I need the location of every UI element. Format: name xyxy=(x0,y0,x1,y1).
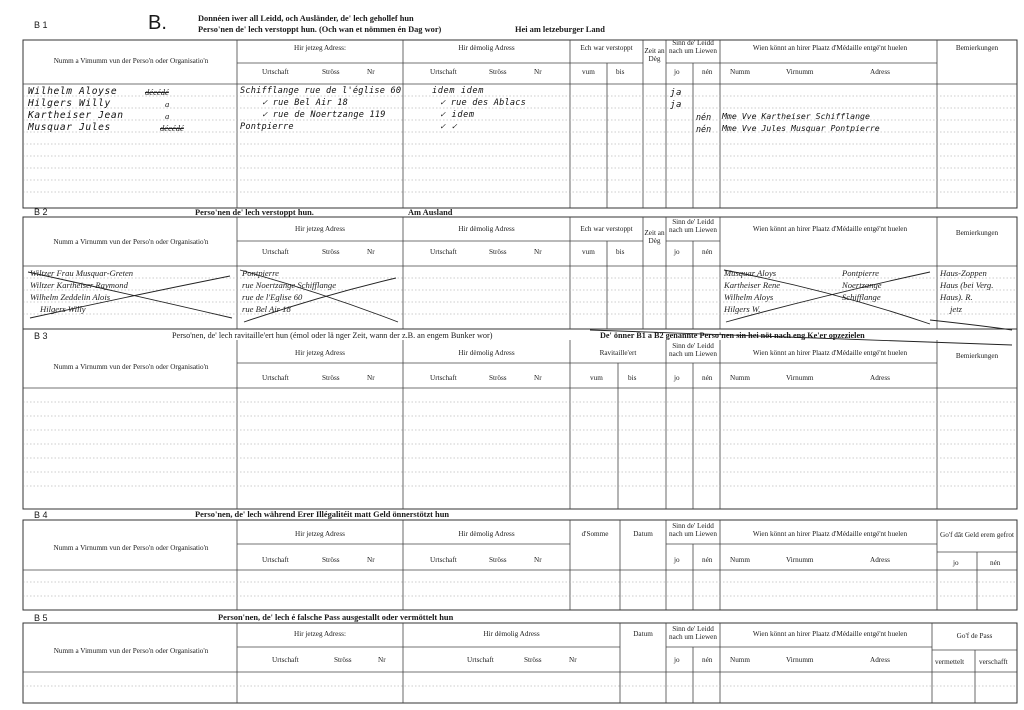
b1-row3-medal: Mme Vve Kartheiser Schifflange xyxy=(722,111,870,121)
section-b5-label: B 5 xyxy=(34,613,48,623)
b2-col-medal: Wien könnt an hirer Plaatz d'Médaille entgé'nt huelen xyxy=(752,225,908,233)
b3-col-former: Hir dèmolig Adress xyxy=(458,349,515,357)
b4-col-date: Datum xyxy=(633,530,653,538)
b2-sub-nen: nén xyxy=(702,248,713,256)
b5-sub-nr: Nr xyxy=(378,656,386,664)
b2-hw-remark-3: Haus). R. xyxy=(940,292,973,302)
b3-col-medal: Wien könnt an hirer Plaatz d'Médaille entgé'nt huelen xyxy=(752,349,908,357)
b2-hw-address-3: rue de l'Eglise 60 xyxy=(242,292,303,302)
b5-sub-adress: Adress xyxy=(870,656,890,664)
section-b2-label: B 2 xyxy=(34,207,48,217)
b4-sub-nr-2: Nr xyxy=(534,556,542,564)
b1-sub-numm: Numm xyxy=(730,68,750,76)
title-line-1: Donnéen iwer all Leidd, och Ausländer, de' lech gehollef hun xyxy=(198,14,414,23)
b3-sub-adress: Adress xyxy=(870,374,890,382)
b1-mark-a-2: a xyxy=(165,111,170,121)
b1-row2-alive: ja xyxy=(670,100,683,110)
b1-row2-current: ✓ rue Bel Air 18 xyxy=(262,98,348,108)
b1-sub-stross-2: Ströss xyxy=(489,68,507,76)
b1-mark-crossed-2: décédé xyxy=(160,123,184,133)
b2-col-former: Hir dèmolig Adress xyxy=(458,225,515,233)
b2-hw-medal-4: Hilgers W. xyxy=(724,304,761,314)
b1-row1-alive: ja xyxy=(670,88,683,98)
section-b3-label: B 3 xyxy=(34,331,48,341)
b4-col-money: Go'f dât Geld erem gefrot xyxy=(940,531,1014,539)
b2-hw-medal-1: Musquar Aloys xyxy=(724,268,777,278)
b4-sub-nen-money: nén xyxy=(990,559,1001,567)
b5-title: Person'nen, de' lech é falsche Pass ausgestallt oder vermöttelt hun xyxy=(218,613,454,622)
b5-col-pass: Go'f de Pass xyxy=(956,632,993,640)
b4-col-sum: d'Somme xyxy=(581,530,609,538)
b1-sub-vimumm: Virnumm xyxy=(786,68,814,76)
b1-sub-bis: bis xyxy=(616,68,625,76)
b2-col-remarks: Bemierkungen xyxy=(955,229,999,237)
b5-sub-urtschaft: Urtschaft xyxy=(272,656,299,664)
b1-sub-urtschaft-2: Urtschaft xyxy=(430,68,457,76)
b4-sub-nr: Nr xyxy=(367,556,375,564)
b2-col-name: Numm a Virnumm vun der Perso'n oder Organisatio'n xyxy=(53,238,209,246)
b2-sub-urtschaft: Urtschaft xyxy=(262,248,289,256)
b5-sub-stross: Ströss xyxy=(334,656,352,664)
b2-hw-address-2: rue Noertzange Schifflange xyxy=(242,280,337,290)
b4-col-current: Hir jetzeg Adress xyxy=(295,530,345,538)
b1-row1-current: Schifflange rue de l'église 60 xyxy=(240,86,402,96)
title-line-2: Perso'nen de' lech verstoppt hun. (Och wan et nömmen én Dag wor) xyxy=(198,25,442,34)
b2-sub-stross: Ströss xyxy=(322,248,340,256)
b2-sub-bis: bis xyxy=(616,248,625,256)
b1-mark-crossed-1: décédé xyxy=(145,87,169,97)
b2-hw-name-1: Wiltzer Frau Musquar-Greten xyxy=(30,268,134,278)
b3-sub-bis: bis xyxy=(628,374,637,382)
b5-sub-nen: nén xyxy=(702,656,713,664)
b5-sub-urtschaft-2: Urtschaft xyxy=(467,656,494,664)
section-b4-label: B 4 xyxy=(34,510,48,520)
b3-title: Perso'nen, de' lech ravitaille'ert hun (émol oder lä nger Zeit, wann der z.B. an engem Bunker wor) xyxy=(172,331,493,340)
b5-sub-verschafft: verschafft xyxy=(979,658,1008,666)
b5-col-current: Hir jetzeg Adress: xyxy=(294,630,346,638)
b5-col-alive: Sinn de' Leidd nach um Liewen xyxy=(669,625,717,642)
b2-col-time: Zeit an Dèg xyxy=(644,229,665,246)
b1-row2-former: ✓ rue des Ablacs xyxy=(440,98,526,108)
b2-hw-place-1: Pontpierre xyxy=(842,268,879,278)
b1-mark-a-1: a xyxy=(165,99,170,109)
b2-sub-vum: vum xyxy=(582,248,595,256)
b5-sub-vermettelt: vermettelt xyxy=(935,658,965,666)
b1-row4-name: Musquar Jules xyxy=(28,122,111,133)
b3-sub-nr-2: Nr xyxy=(534,374,542,382)
b1-col-hidden: Ech war verstoppt xyxy=(580,44,633,52)
b2-hw-medal-3: Wilhelm Aloys xyxy=(724,292,774,302)
b3-title-note: De' önner B1 a B2 genannte Perso'nen sin hei nöt nach eng Ke'er opzezielen xyxy=(600,331,865,340)
b2-hw-name-3: Wilhelm Zeddelin Alois xyxy=(30,292,111,302)
b1-row2-name: Hilgers Willy xyxy=(28,98,111,109)
b4-col-name: Numm a Virnumm vun der Perso'n oder Organisatio'n xyxy=(53,544,209,552)
b3-sub-numm: Numm xyxy=(730,374,750,382)
b5-col-name: Numm a Vimumm vun der Perso'n oder Organisatio'n xyxy=(53,647,209,655)
b5-sub-numm: Numm xyxy=(730,656,750,664)
b1-row4-medal: Mme Vve Jules Musquar Pontpierre xyxy=(722,123,880,133)
b5-sub-stross-2: Ströss xyxy=(524,656,542,664)
b3-sub-vimumm: Virnumm xyxy=(786,374,814,382)
b2-sub-nr-2: Nr xyxy=(534,248,542,256)
b2-sub-urtschaft-2: Urtschaft xyxy=(430,248,457,256)
b1-col-time: Zeit an Dèg xyxy=(644,47,665,64)
b1-row1-name: Wilhelm Aloyse xyxy=(28,86,118,97)
b3-sub-stross: Ströss xyxy=(322,374,340,382)
b1-col-alive: Sinn de' Leidd nach um Liewen xyxy=(669,39,717,56)
b2-col-alive: Sinn de' Leidd nach um Liewen xyxy=(669,218,717,235)
b4-col-medal: Wien könnt an hirer Plaatz d'Médaille entgé'nt huelen xyxy=(752,530,908,538)
b3-sub-nr: Nr xyxy=(367,374,375,382)
b2-col-hidden: Ech war verstoppt xyxy=(580,225,633,233)
b2-col-current: Hir jetzeg Adress xyxy=(295,225,345,233)
b1-col-name: Numm a Vimumm vun der Perso'n oder Organisatio'n xyxy=(53,57,209,65)
b4-sub-stross-2: Ströss xyxy=(489,556,507,564)
b1-row4-current: Pontpierre xyxy=(240,122,294,132)
big-letter: B. xyxy=(148,12,167,34)
b1-row3-name: Kartheiser Jean xyxy=(28,110,124,121)
b1-sub-nen: nén xyxy=(702,68,713,76)
b2-hw-remark-2: Haus (bei Verg. xyxy=(940,280,994,290)
b1-col-medal: Wien könnt an hirer Plaatz d'Médaille entgé'nt huelen xyxy=(752,44,908,52)
b4-sub-urtschaft: Urtschaft xyxy=(262,556,289,564)
b2-hw-place-3: Schifflange xyxy=(842,292,881,302)
b3-sub-urtschaft: Urtschaft xyxy=(262,374,289,382)
b1-row1-former: idem idem xyxy=(432,86,484,96)
b5-col-date: Datum xyxy=(633,630,653,638)
b5-sub-jo: jo xyxy=(674,656,680,664)
b3-sub-urtschaft-2: Urtschaft xyxy=(430,374,457,382)
b1-row4-former: ✓ ✓ xyxy=(440,122,458,132)
b1-col-remarks: Bemierkungen xyxy=(955,44,999,52)
b3-col-name: Numm a Virnumm vun der Perso'n oder Organisatio'n xyxy=(53,363,209,371)
b1-row3-current: ✓ rue de Noertzange 119 xyxy=(262,110,386,120)
b4-col-former: Hir dèmolig Adress xyxy=(458,530,515,538)
b3-sub-vum: vum xyxy=(590,374,603,382)
b1-row4-alive: nén xyxy=(696,124,712,134)
b1-sub-adress: Adress xyxy=(870,68,890,76)
section-b1-label: B 1 xyxy=(34,20,48,30)
b1-sub-nr: Nr xyxy=(367,68,375,76)
b2-hw-address-1: Pontpierre xyxy=(242,268,279,278)
b1-sub-jo: jo xyxy=(674,68,680,76)
b2-title-left: Perso'nen de' lech verstoppt hun. xyxy=(195,208,314,217)
b2-hw-name-2: Wiltzer Kartheiser Raymond xyxy=(30,280,128,290)
b3-col-remarks: Bemierkungen xyxy=(955,352,999,360)
b4-sub-jo: jo xyxy=(674,556,680,564)
b5-col-medal: Wien könnt an hirer Plaatz d'Médaille entgé'nt huelen xyxy=(752,630,908,638)
b2-hw-remark-1: Haus-Zoppen xyxy=(940,268,987,278)
b3-sub-nen: nén xyxy=(702,374,713,382)
b2-sub-jo: jo xyxy=(674,248,680,256)
b3-col-current: Hir jetzeg Adress xyxy=(295,349,345,357)
b4-sub-numm: Numm xyxy=(730,556,750,564)
b1-sub-stross: Ströss xyxy=(322,68,340,76)
title-right: Hei am letzeburger Land xyxy=(515,25,605,34)
b4-sub-nen: nén xyxy=(702,556,713,564)
b3-col-supplied: Ravitaille'ert xyxy=(599,349,637,357)
b1-sub-nr-2: Nr xyxy=(534,68,542,76)
b4-sub-stross: Ströss xyxy=(322,556,340,564)
b4-title: Perso'nen, de' lech während Erer Illégalitéit matt Geld önnerstötzt hun xyxy=(195,510,450,519)
b2-sub-nr: Nr xyxy=(367,248,375,256)
b2-hw-medal-2: Kartheiser Rene xyxy=(724,280,781,290)
b1-sub-vum: vum xyxy=(582,68,595,76)
b5-col-former: Hir dèmolig Adress xyxy=(483,630,540,638)
b2-hw-remark-4: jetz xyxy=(950,304,962,314)
b4-sub-adress: Adress xyxy=(870,556,890,564)
b1-row3-alive: nén xyxy=(696,112,712,122)
b5-sub-nr-2: Nr xyxy=(569,656,577,664)
b4-sub-vimumm: Virnumm xyxy=(786,556,814,564)
b2-hw-place-2: Noertzange xyxy=(842,280,882,290)
b1-col-former: Hir dèmolig Adress xyxy=(458,44,515,52)
b1-row3-former: ✓ idem xyxy=(440,110,475,120)
b5-sub-vimumm: Virnumm xyxy=(786,656,814,664)
b2-hw-address-4: rue Bel Air 18 xyxy=(242,304,291,314)
b4-sub-jo-money: jo xyxy=(953,559,959,567)
b2-hw-name-4: Hilgers Willy xyxy=(40,304,86,314)
b2-sub-stross-2: Ströss xyxy=(489,248,507,256)
b3-sub-jo: jo xyxy=(674,374,680,382)
b2-title-right: Am Ausland xyxy=(408,208,453,217)
b4-sub-urtschaft-2: Urtschaft xyxy=(430,556,457,564)
b3-col-alive: Sinn de' Leidd nach um Liewen xyxy=(669,342,717,359)
b1-col-current: Hir jetzeg Adress: xyxy=(294,44,346,52)
b1-sub-urtschaft: Urtschaft xyxy=(262,68,289,76)
b3-sub-stross-2: Ströss xyxy=(489,374,507,382)
b4-col-alive: Sinn de' Leidd nach um Liewen xyxy=(669,522,717,539)
